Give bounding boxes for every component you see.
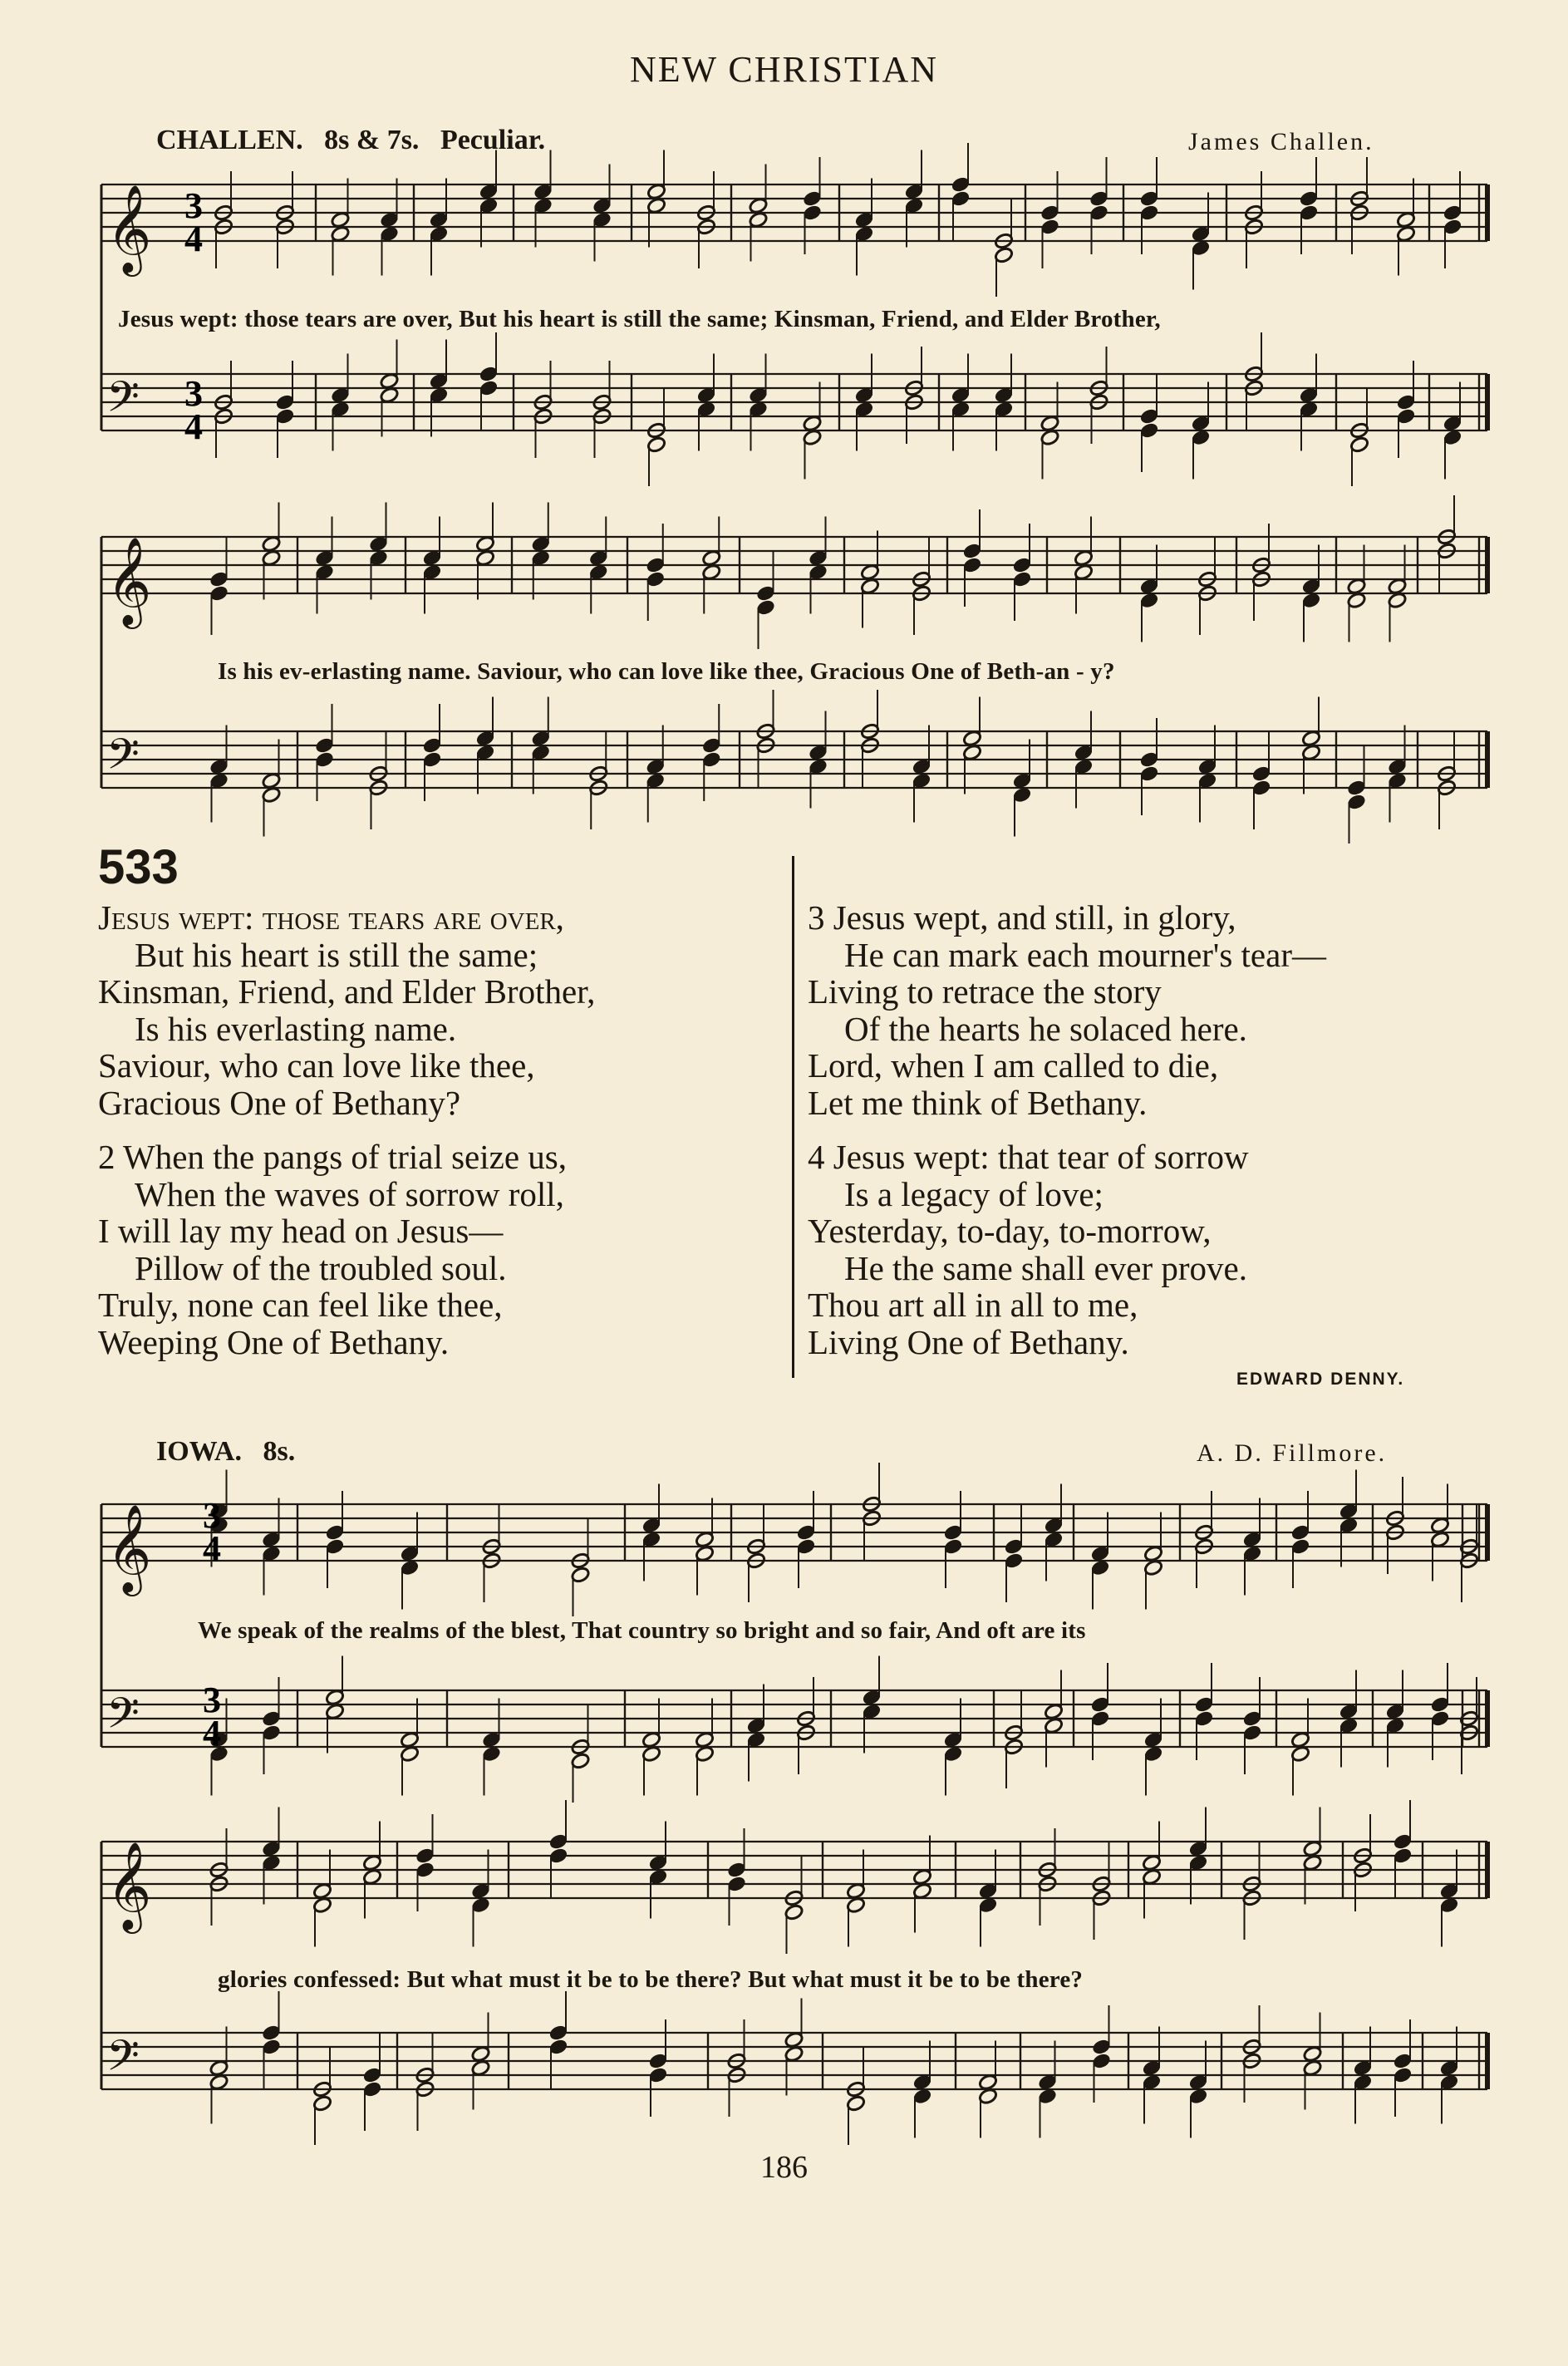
verse-2-line-4: Pillow of the troubled soul. (135, 1248, 507, 1287)
iowa-sys1-bass-clef: 𝄢 (106, 1688, 140, 1749)
challen-sys1-treble-clef: 𝄞 (106, 184, 152, 273)
verse-1-line-1: Jesus wept: those tears are over, (98, 898, 564, 937)
verse-3 (808, 899, 1326, 1121)
verse-1-line-6: Gracious One of Bethany? (98, 1083, 461, 1122)
hymn-number: 533 (98, 840, 179, 894)
verse-4-line-1 (808, 1139, 1249, 1176)
verse-4 (808, 1139, 1249, 1360)
verse-3-line-2: He can mark each mourner's tear— (844, 935, 1326, 974)
challen-sys2-treble-clef: 𝄞 (106, 536, 152, 625)
iowa-tune-name: IOWA. (156, 1436, 242, 1467)
verse-2-line-6: Weeping One of Bethany. (98, 1322, 450, 1361)
verse-1-line-4: Is his everlasting name. (135, 1009, 457, 1048)
verse-4-line-2: Is a legacy of love; (844, 1174, 1103, 1213)
verse-3-line-1-text: Jesus wept, and still, in glory, (833, 898, 1236, 937)
verse-4-line-4: He the same shall ever prove. (844, 1248, 1247, 1287)
iowa-treble-ts-top: 3 (203, 1495, 221, 1536)
verse-4-label: 4 (808, 1138, 825, 1176)
iowa-sys2-treble-clef: 𝄞 (106, 1841, 152, 1930)
verse-2 (98, 1139, 567, 1360)
verse-2-line-2: When the waves of sorrow roll, (135, 1174, 564, 1213)
challen-lyrics-line-2: Is his ev-erlasting name. Saviour, who can love like thee, Gracious One of Beth-an - y? (218, 658, 1115, 685)
iowa-bass-ts-bottom: 4 (203, 1713, 221, 1754)
challen-sys1-bass-clef: 𝄢 (106, 371, 140, 432)
verse-4-line-1-text: Jesus wept: that tear of sorrow (833, 1138, 1249, 1176)
verse-1-line-5: Saviour, who can love like thee, (98, 1046, 535, 1085)
verse-1 (98, 899, 595, 1121)
tune-name: CHALLEN. (156, 125, 303, 155)
verse-3-line-1 (808, 899, 1326, 937)
verse-2-line-1 (98, 1139, 567, 1176)
challen-bass-ts-top: 3 (184, 373, 203, 414)
challen-sys2-bass-clef: 𝄢 (106, 729, 140, 789)
iowa-bass-ts-top: 3 (203, 1680, 221, 1720)
verse-4-line-6: Living One of Bethany. (808, 1322, 1129, 1361)
verse-2-line-3: I will lay my head on Jesus— (98, 1212, 504, 1250)
challen-treble-ts-top: 3 (184, 185, 203, 226)
iowa-treble-ts-bottom: 4 (203, 1528, 221, 1569)
verse-3-line-4: Of the hearts he solaced here. (844, 1009, 1247, 1048)
verse-3-line-5: Lord, when I am called to die, (808, 1046, 1219, 1085)
iowa-lyrics-line-1: We speak of the realms of the blest, That country so bright and so fair, And oft are its (198, 1617, 1086, 1644)
challen-treble-ts-bottom: 4 (184, 219, 203, 259)
iowa-tune-meter: 8s. (263, 1436, 296, 1467)
verse-1-line-3: Kinsman, Friend, and Elder Brother, (98, 972, 596, 1011)
tune-composer: James Challen. (1188, 128, 1374, 155)
verse-4-line-5: Thou art all in all to me, (808, 1286, 1138, 1324)
verse-2-label: 2 (98, 1138, 116, 1176)
verse-column-divider (792, 856, 794, 1378)
staff-lines (101, 184, 1487, 2089)
iowa-sys2-bass-clef: 𝄢 (106, 2030, 140, 2091)
page-number: 186 (760, 2150, 808, 2185)
verse-2-line-1-text: When the pangs of trial seize us, (123, 1138, 567, 1176)
challen-lyrics-line-1: Jesus wept: those tears are over, But his heart is still the same; Kinsman, Friend, and Elder Brother, (118, 306, 1161, 332)
tune-meter: 8s & 7s. (324, 125, 420, 155)
iowa-lyrics-line-2: glories confessed: But what must it be to be there? But what must it be to be there? (218, 1966, 1084, 1993)
verse-3-line-6: Let me think of Bethany. (808, 1083, 1148, 1122)
hymn-author: EDWARD DENNY. (1236, 1370, 1405, 1389)
tune-note: Peculiar. (440, 125, 546, 155)
verse-3-label: 3 (808, 898, 825, 937)
running-head: NEW CHRISTIAN (629, 49, 939, 90)
iowa-tune-composer: A. D. Fillmore. (1197, 1439, 1388, 1467)
verse-3-line-3: Living to retrace the story (808, 972, 1162, 1011)
verse-1-line-2: But his heart is still the same; (135, 935, 538, 974)
verse-4-line-3: Yesterday, to-day, to-morrow, (808, 1212, 1212, 1250)
verse-2-line-5: Truly, none can feel like thee, (98, 1286, 503, 1324)
challen-bass-ts-bottom: 4 (184, 406, 203, 447)
iowa-sys1-treble-clef: 𝄞 (106, 1503, 152, 1592)
